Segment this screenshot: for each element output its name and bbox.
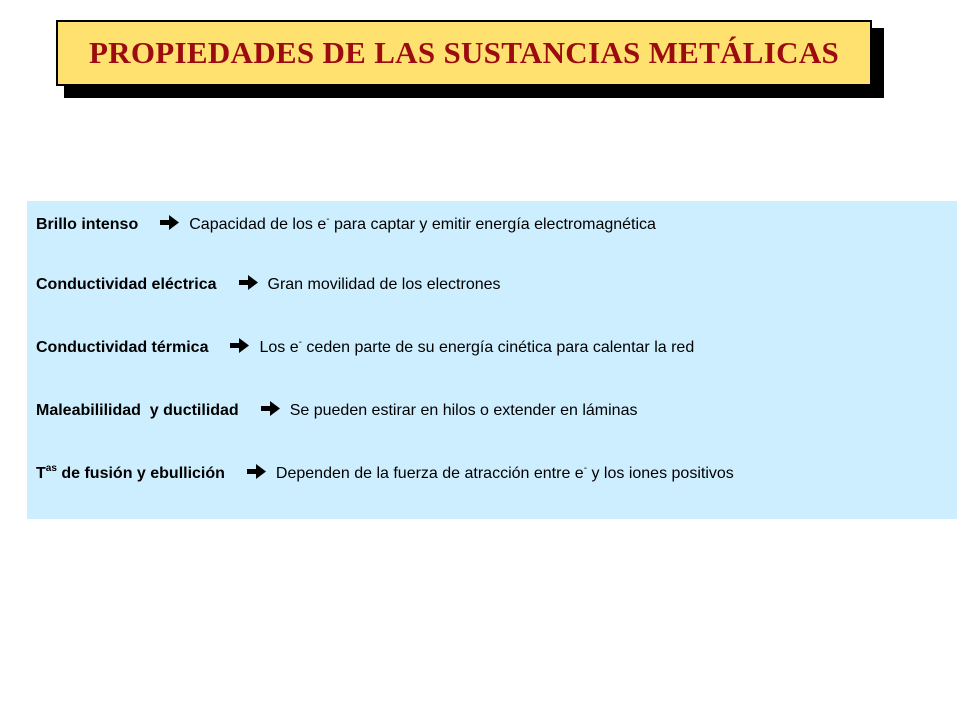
right-arrow-icon (247, 464, 266, 479)
property-description: Los e- ceden parte de su energía cinética para calentar la red (259, 337, 695, 356)
property-term: $T^{as}$ de fusión y ebullición (36, 463, 225, 482)
properties-panel (27, 201, 957, 519)
property-description: Capacidad de los e- para captar y emitir energía electromagnética (189, 214, 656, 233)
property-description: Gran movilidad de los electrones (267, 276, 501, 293)
property-row-maleabilidad (36, 401, 637, 421)
property-term: Brillo intenso (36, 216, 139, 233)
property-description: Se pueden estirar en hilos o extender en láminas (289, 402, 638, 419)
property-term: Conductividad térmica (36, 339, 209, 356)
right-arrow-icon (261, 401, 280, 416)
page-title: PROPIEDADES DE LAS SUSTANCIAS METÁLICAS (88, 35, 840, 70)
property-row-conductividad-termica (36, 338, 694, 358)
right-arrow-icon (239, 275, 258, 290)
property-row-conductividad-electrica (36, 275, 501, 295)
right-arrow-icon (230, 338, 249, 353)
property-row-brillo (36, 215, 656, 235)
property-row-temperaturas (36, 464, 734, 484)
property-term: Maleabililidad y ductilidad (36, 402, 239, 419)
property-description: Dependen de la fuerza de atracción entre e- y los iones positivos (275, 463, 734, 482)
property-term: Conductividad eléctrica (36, 276, 217, 293)
right-arrow-icon (160, 215, 179, 230)
title-box (56, 20, 872, 86)
